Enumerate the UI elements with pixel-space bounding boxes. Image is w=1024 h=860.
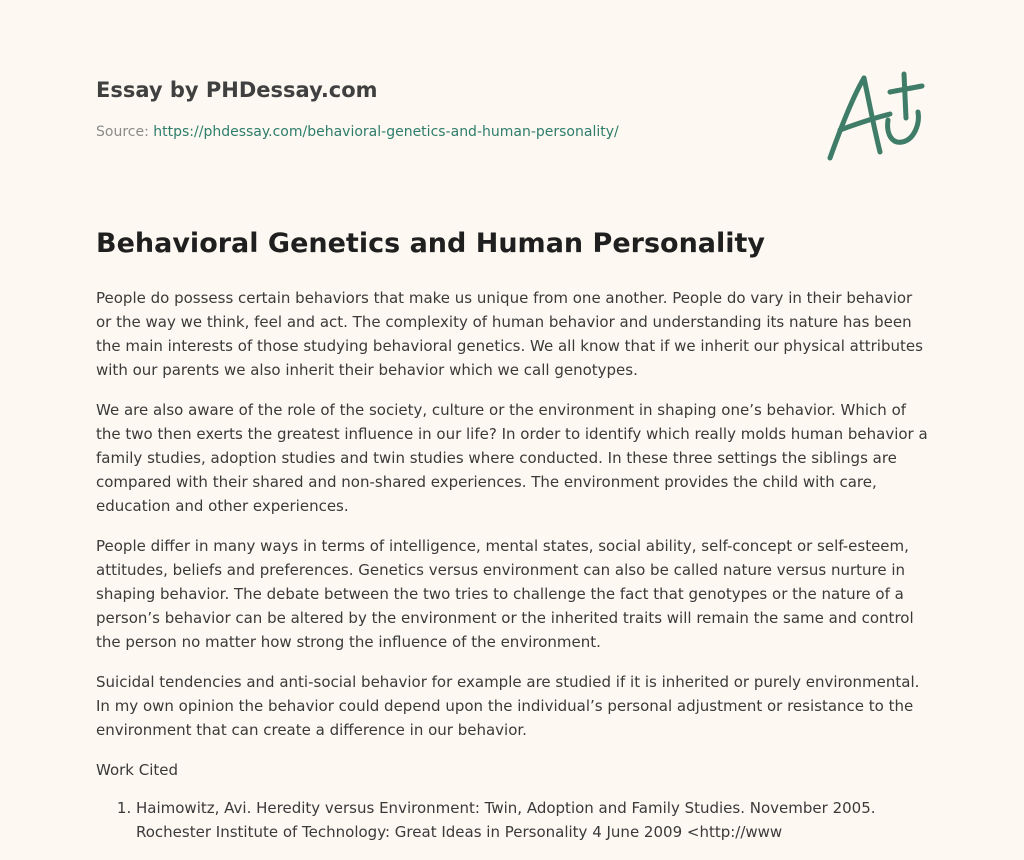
paragraph-3: People differ in many ways in terms of intelligence, mental states, social ability, self-concept or self-esteem, attitudes, beliefs and preferences. Genetics versus environment can also be called nature versus nurture in shaping behavior. The debate between the two tries to challenge the fact that genotypes or the nature of a person’s behavior can be altered by the environment or the inherited traits will remain the same and control the person no matter how strong the influence of the environment. bbox=[96, 537, 914, 651]
source-link[interactable]: https://phdessay.com/behavioral-genetics-and-human-personality/ bbox=[153, 124, 619, 140]
source-label: Source: bbox=[96, 124, 154, 140]
citations-list bbox=[96, 796, 928, 844]
source-line bbox=[96, 122, 796, 142]
paragraph-1: People do possess certain behaviors that make us unique from one another. People do vary in their behavior or the way we think, feel and act. The complexity of human behavior and understanding its nature has been the main interests of those studying behavioral genetics. We all know that if we inherit our physical attributes with our parents we also inherit their behavior which we call genotypes. bbox=[96, 289, 923, 379]
article bbox=[96, 224, 928, 844]
citation-item: 1. Haimowitz, Avi. Heredity versus Environment: Twin, Adoption and Family Studies. November 2005. Rochester Institute of Technology: Great Ideas in Personality 4 June 2009 <http://www bbox=[136, 796, 928, 844]
work-cited-heading: Work Cited bbox=[96, 761, 179, 779]
page-header bbox=[96, 76, 796, 142]
paragraph-4: Suicidal tendencies and anti-social behavior for example are studied if it is inherited or purely environmental. In my own opinion the behavior could depend upon the individual’s personal adjustment or resistance to the environment that can create a difference in our behavior. bbox=[96, 673, 920, 739]
site-title: Essay by PHDessay.com bbox=[96, 78, 378, 102]
paragraph-2: We are also aware of the role of the society, culture or the environment in shaping one’s behavior. Which of the two then exerts the greatest influence in our life? In order to identify which really molds human behavior a family studies, adoption studies and twin studies where conducted. In these three settings the siblings are compared with their shared and non-shared experiences. The environment provides the child with care, education and other experiences. bbox=[96, 401, 928, 515]
a-plus-logo-icon bbox=[822, 68, 928, 166]
article-title: Behavioral Genetics and Human Personality bbox=[96, 228, 766, 259]
